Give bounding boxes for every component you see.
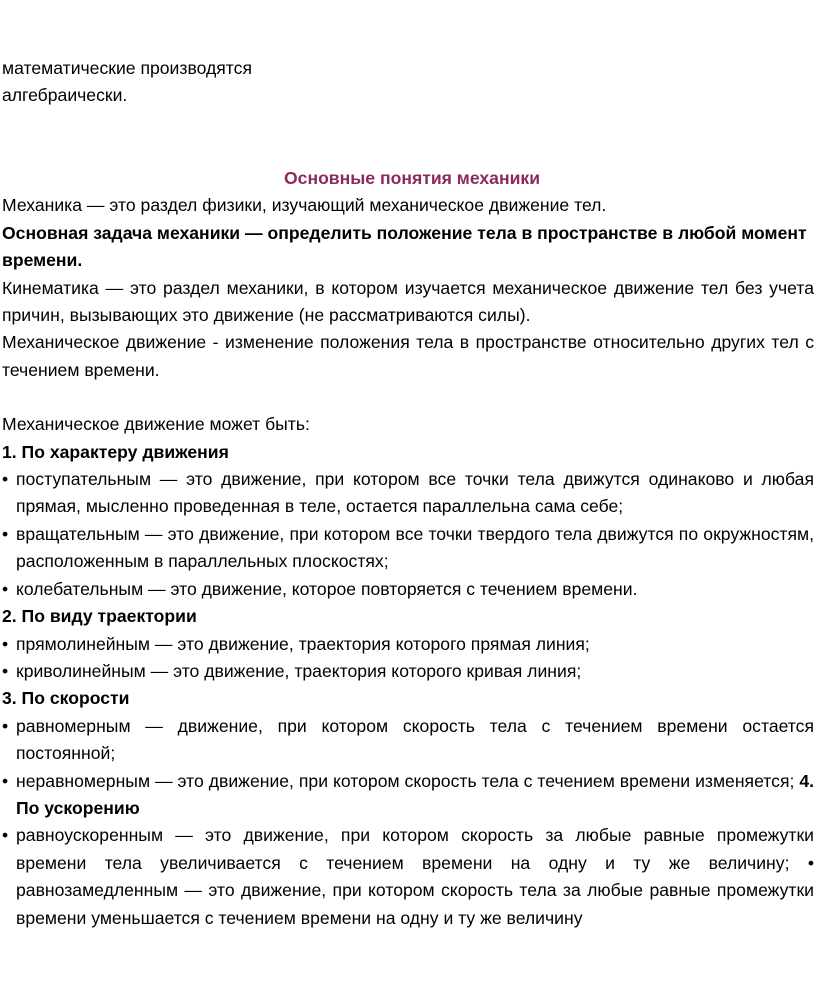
bullet-icon: • bbox=[2, 578, 9, 599]
definition-motion: Механическое движение - изменение положения тела в пространстве относительно других тел с течением времени. bbox=[2, 332, 814, 380]
intro-line-2: алгебраически. bbox=[2, 85, 128, 106]
list-item-text: вращательным — это движение, при котором все точки твердого тела движутся по окружностям, расположенным в параллельных плоскостях; bbox=[16, 523, 814, 572]
list-item bbox=[0, 576, 816, 603]
bullet-icon: • bbox=[2, 660, 9, 681]
list-item-text: равнозамедленным — это движение, при котором скорость тела за любые равные промежутки времени уменьшается с течением времени на одну и ту же величину bbox=[16, 880, 814, 928]
spacer bbox=[0, 384, 816, 411]
list-item-text: равномерным — движение, при котором скорость тела с течением времени остается постоянной; bbox=[16, 715, 814, 764]
bullet-icon: • bbox=[2, 770, 9, 791]
list-item-text: равноускоренным — это движение, при котором скорость за любые равные промежутки времени тела увеличивается с течением времени на одну и ту же величину; bbox=[16, 825, 814, 873]
list-item-text: колебательным — это движение, которое повторяется с течением времени. bbox=[16, 578, 638, 599]
bullet-icon: • bbox=[2, 633, 9, 654]
group-title-speed: 3. По скорости bbox=[2, 688, 130, 709]
inline-bullet-icon: • bbox=[807, 852, 814, 873]
list-item-text: неравномерным — это движение, при котором скорость тела с течением времени изменяется; bbox=[16, 770, 795, 791]
list-item bbox=[0, 822, 816, 932]
list-item-text: поступательным — это движение, при котором все точки тела движутся одинаково и любая прямая, мысленно проведенная в теле, остается параллельна сама себе; bbox=[16, 469, 814, 517]
list-item bbox=[0, 631, 816, 658]
list-item-text: криволинейным — это движение, траектория которого кривая линия; bbox=[16, 660, 582, 681]
main-content bbox=[0, 165, 816, 932]
group-title-character: 1. По характеру движения bbox=[2, 441, 229, 462]
bullet-icon: • bbox=[2, 469, 9, 490]
definition-main-task: Основная задача механики — определить положение тела в пространстве в любой момент времени. bbox=[2, 222, 807, 271]
motion-types-intro: Механическое движение может быть: bbox=[2, 414, 310, 435]
group-title-acceleration: 4. По ускорению bbox=[16, 770, 815, 818]
list-item bbox=[0, 768, 816, 823]
list-item bbox=[0, 521, 816, 576]
list-item bbox=[0, 658, 816, 685]
list-item-text: прямолинейным — это движение, траектория которого прямая линия; bbox=[16, 633, 590, 654]
list-item bbox=[0, 713, 816, 768]
bullet-icon: • bbox=[2, 825, 9, 846]
list-item bbox=[0, 466, 816, 521]
group-title-trajectory: 2. По виду траектории bbox=[2, 606, 197, 627]
definition-kinematics: Кинематика — это раздел механики, в котором изучается механическое движение тел без учета причин, вызывающих это движение (не рассматриваются силы). bbox=[2, 277, 814, 326]
intro-line-1: математические производятся bbox=[2, 58, 252, 78]
bullet-icon: • bbox=[2, 715, 9, 736]
bullet-icon: • bbox=[2, 523, 9, 544]
section-title: Основные понятия механики bbox=[283, 168, 541, 188]
definition-mechanics: Механика — это раздел физики, изучающий механическое движение тел. bbox=[2, 195, 607, 216]
intro-block bbox=[0, 55, 816, 110]
